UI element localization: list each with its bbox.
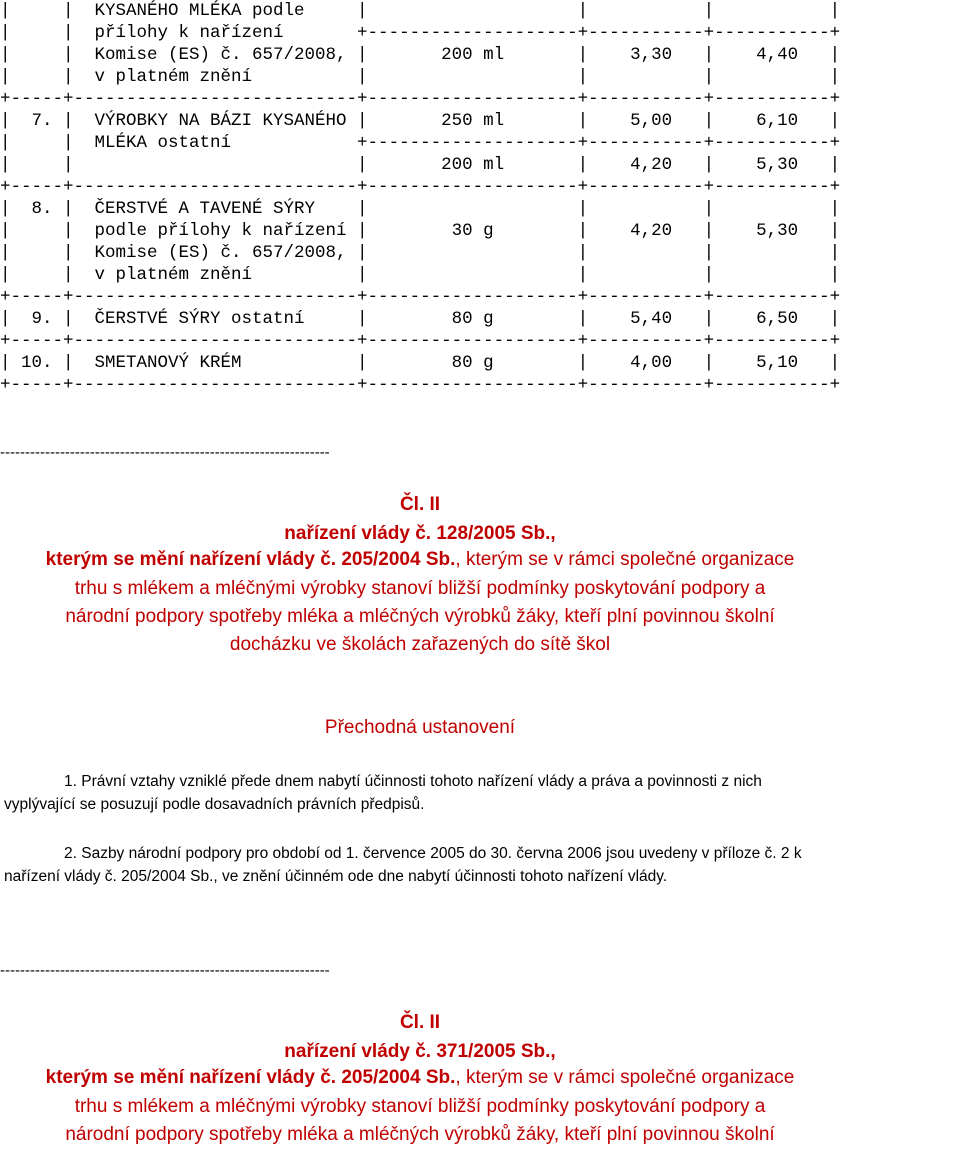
regulation-subject-line-3: národní podpory spotřeby mléka a mléčných výrobků žáky, kteří plní povinnou školní xyxy=(65,606,775,627)
regulation2-subject-line-2: trhu s mlékem a mléčnými výrobky stanoví bližší podmínky poskytování podpory a xyxy=(74,1096,766,1117)
subject-rest-1: , kterým se v rámci společné organizace xyxy=(455,549,795,570)
table-text-line: | | v platném znění | | | | xyxy=(0,265,841,285)
table-text-line: | 8. | ČERSTVÉ A TAVENÉ SÝRY | | | | xyxy=(0,199,841,219)
table-text-line: | | | 200 ml | 4,20 | 5,30 | xyxy=(0,155,841,175)
regulation-subject-line-4: docházku ve školách zařazených do sítě škol xyxy=(229,634,611,655)
transitional-provisions-heading: Přechodná ustanovení xyxy=(324,717,516,738)
paragraph-2 xyxy=(4,842,834,888)
paragraph-1 xyxy=(4,770,834,816)
table-text-line: +-----+---------------------------+--------------------+-----------+-----------+ xyxy=(0,89,841,109)
table-text-line: +-----+---------------------------+--------------------+-----------+-----------+ xyxy=(0,177,841,197)
table-text-line: | | Komise (ES) č. 657/2008, | 200 ml | 3,30 | 4,40 | xyxy=(0,45,841,65)
amended-regulation-1: kterým se mění nařízení vlády č. 205/2004 Sb. xyxy=(45,549,456,570)
table-text-line: +-----+---------------------------+--------------------+-----------+-----------+ xyxy=(0,287,841,307)
table-text-line: +-----+---------------------------+--------------------+-----------+-----------+ xyxy=(0,331,841,351)
price-table xyxy=(0,0,840,396)
regulation2-subject-line-3: národní podpory spotřeby mléka a mléčných výrobků žáky, kteří plní povinnou školní xyxy=(65,1124,775,1145)
table-text-line: | 7. | VÝROBKY NA BÁZI KYSANÉHO | 250 ml | 5,00 | 6,10 | xyxy=(0,111,841,131)
table-text-line: | | Komise (ES) č. 657/2008, | | | | xyxy=(0,243,841,263)
separator-line-2: ------------------------------------------------------------------ xyxy=(0,962,330,979)
table-text-line: | | KYSANÉHO MLÉKA podle | | | | xyxy=(0,1,841,21)
table-text-line: | | podle přílohy k nařízení | 30 g | 4,20 | 5,30 | xyxy=(0,221,841,241)
subject-rest-2: , kterým se v rámci společné organizace xyxy=(455,1067,795,1088)
paragraph-2-text: 2. Sazby národní podpory pro období od 1. července 2005 do 30. června 2006 jsou uvedeny v příloze č. 2 k nařízení vlády č. 205/2004 Sb., ve znění účinném ode dne nabytí účinnosti tohoto nařízení vlády. xyxy=(4,845,802,885)
table-text-line: | 9. | ČERSTVÉ SÝRY ostatní | 80 g | 5,40 | 6,50 | xyxy=(0,309,841,329)
table-text-line: | | MLÉKA ostatní +--------------------+-----------+-----------+ xyxy=(0,133,841,153)
separator-line-1: ------------------------------------------------------------------ xyxy=(0,444,330,461)
paragraph-1-text: 1. Právní vztahy vzniklé přede dnem nabytí účinnosti tohoto nařízení vlády a práva a povinnosti z nich vyplývající se posuzují podle dosavadních právních předpisů. xyxy=(4,773,762,813)
article-heading-2: Čl. II xyxy=(399,1012,441,1033)
table-text-line: | 10. | SMETANOVÝ KRÉM | 80 g | 4,00 | 5,10 | xyxy=(0,353,841,373)
regulation-title-1: nařízení vlády č. 128/2005 Sb., xyxy=(284,523,556,544)
table-text-line: | | v platném znění | | | | xyxy=(0,67,841,87)
regulation2-subject-line-1 xyxy=(0,1063,840,1092)
article-heading-1: Čl. II xyxy=(399,494,441,515)
regulation-subject-line-2: trhu s mlékem a mléčnými výrobky stanoví bližší podmínky poskytování podpory a xyxy=(74,578,766,599)
regulation-title-2: nařízení vlády č. 371/2005 Sb., xyxy=(284,1041,556,1062)
amended-regulation-2: kterým se mění nařízení vlády č. 205/2004 Sb. xyxy=(45,1067,456,1088)
table-text-line: | | přílohy k nařízení +--------------------+-----------+-----------+ xyxy=(0,23,841,43)
table-text-line: +-----+---------------------------+--------------------+-----------+-----------+ xyxy=(0,375,841,395)
regulation-subject-line-1 xyxy=(0,545,840,574)
